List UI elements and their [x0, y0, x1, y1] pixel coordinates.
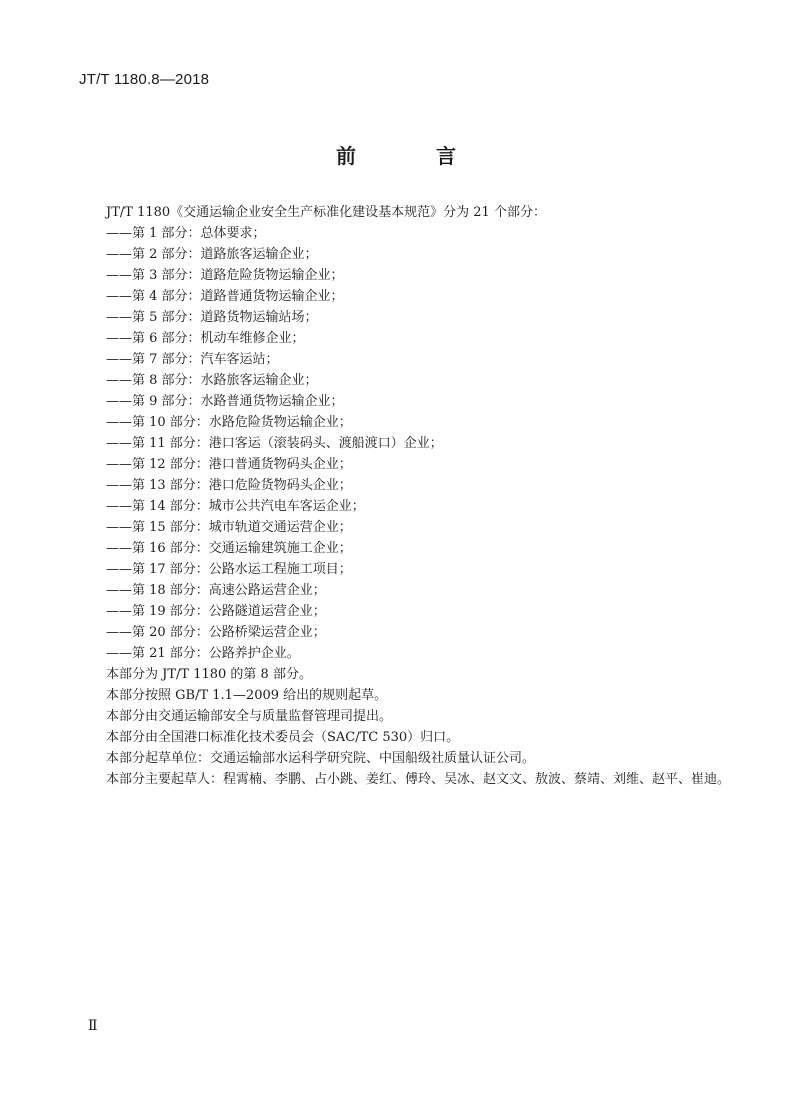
- page-title: 前 言: [336, 144, 486, 168]
- list-item: ——第 11 部分：港口客运（滚装码头、渡船渡口）企业；: [106, 436, 443, 451]
- list-item: ——第 2 部分：道路旅客运输企业；: [106, 247, 318, 262]
- list-item: ——第 7 部分：汽车客运站；: [106, 352, 279, 367]
- list-item: ——第 20 部分：公路桥梁运营企业；: [106, 625, 326, 640]
- list-item: ——第 21 部分：公路养护企业。: [106, 646, 300, 661]
- list-item: ——第 16 部分：交通运输建筑施工企业；: [106, 541, 352, 556]
- statement-drafters: 本部分主要起草人：程霄楠、李鹏、占小跳、姜红、傅玲、吴冰、赵文文、敖波、蔡靖、刘维、赵平、崔迪。: [106, 772, 731, 787]
- parts-list: [106, 223, 746, 664]
- list-item: ——第 4 部分：道路普通货物运输企业；: [106, 289, 344, 304]
- list-item: ——第 10 部分：水路危险货物运输企业；: [106, 415, 352, 430]
- statement-committee: 本部分由全国港口标准化技术委员会（SAC/TC 530）归口。: [106, 730, 460, 745]
- list-item: ——第 13 部分：港口危险货物码头企业；: [106, 478, 352, 493]
- statement-part-number: 本部分为 JT/T 1180 的第 8 部分。: [106, 667, 312, 682]
- page-number: Ⅱ: [88, 1018, 98, 1034]
- statements: [106, 664, 746, 790]
- list-item: ——第 6 部分：机动车维修企业；: [106, 331, 305, 346]
- statement-proposer: 本部分由交通运输部安全与质量监督管理司提出。: [106, 709, 393, 724]
- list-item: ——第 15 部分：城市轨道交通运营企业；: [106, 520, 352, 535]
- list-item: ——第 14 部分：城市公共汽电车客运企业；: [106, 499, 365, 514]
- list-item: ——第 19 部分：公路隧道运营企业；: [106, 604, 326, 619]
- list-item: ——第 5 部分：道路货物运输站场；: [106, 310, 318, 325]
- statement-drafting-units: 本部分起草单位：交通运输部水运科学研究院、中国船级社质量认证公司。: [106, 751, 536, 766]
- list-item: ——第 18 部分：高速公路运营企业；: [106, 583, 326, 598]
- standard-code: JT/T 1180.8—2018: [79, 71, 210, 88]
- list-item: ——第 8 部分：水路旅客运输企业；: [106, 373, 318, 388]
- list-item: ——第 12 部分：港口普通货物码头企业；: [106, 457, 352, 472]
- list-item: ——第 1 部分：总体要求；: [106, 226, 266, 241]
- foreword-body: [106, 202, 746, 790]
- list-item: ——第 17 部分：公路水运工程施工项目；: [106, 562, 352, 577]
- intro-paragraph: JT/T 1180《交通运输企业安全生产标准化建设基本规范》分为 21 个部分：: [106, 205, 546, 220]
- statement-drafting-rules: 本部分按照 GB/T 1.1—2009 给出的规则起草。: [106, 688, 388, 703]
- list-item: ——第 3 部分：道路危险货物运输企业；: [106, 268, 344, 283]
- list-item: ——第 9 部分：水路普通货物运输企业；: [106, 394, 344, 409]
